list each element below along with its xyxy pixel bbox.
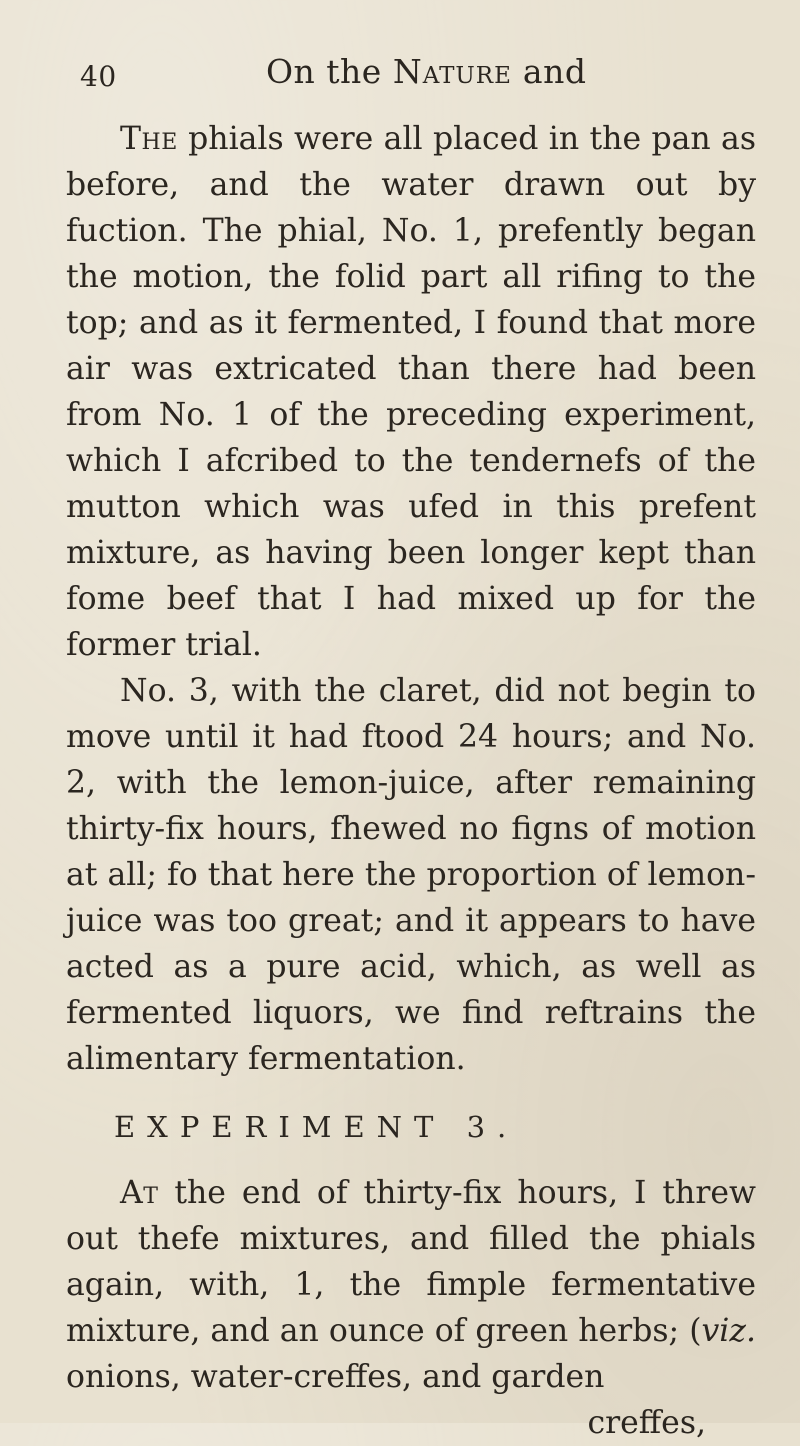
paragraph-3-text-a: the end of thirty-fix hours, I threw out thefe mixtures, and filled the phials again, with, 1, the fimple fermentative mixture, and an ounce of green herbs; ( bbox=[66, 1175, 756, 1349]
paragraph-3-italic: viz. bbox=[701, 1313, 756, 1349]
catchword: creffes, bbox=[587, 1405, 706, 1441]
paragraph-1-first-word: The bbox=[120, 121, 178, 157]
page-number: 40 bbox=[80, 60, 117, 93]
paragraph-2: No. 3, with the claret, did not begin to move until it had ftood 24 hours; and No. 2, with the lemon-juice, after remaining thirty-fix hours, fhewed no figns of motion at all; fo that here the proportion of lemon-juice was too great; and it appears to have acted as a pure acid, which, as well as fermented liquors, we find reftrains the alimentary fermentation. bbox=[66, 673, 756, 1077]
running-title-prefix: On the bbox=[266, 52, 393, 91]
running-head bbox=[66, 52, 760, 116]
paragraph-1-text: phials were all placed in the pan as before, and the water drawn out by fuction. The phial, No. 1, prefently began the motion, the folid part all rifing to the top; and as it fermented, I found that more air was extricated than there had been from No. 1 of the preceding experiment, which I afcribed to the tendernefs of the mutton which was ufed in this prefent mixture, as having been longer kept than fome beef that I had mixed up for the former trial. bbox=[66, 121, 756, 663]
paragraph-3 bbox=[66, 1170, 756, 1400]
paragraph-3-first-word: At bbox=[120, 1175, 159, 1211]
running-title-suffix: and bbox=[511, 52, 587, 91]
paragraph-3-text-b: onions, water-creffes, and garden bbox=[66, 1359, 605, 1395]
running-title bbox=[266, 52, 586, 91]
section-heading: EXPERIMENT 3. bbox=[114, 1110, 519, 1144]
running-title-small-caps: Nature bbox=[392, 52, 512, 91]
paragraph-1 bbox=[66, 116, 756, 668]
